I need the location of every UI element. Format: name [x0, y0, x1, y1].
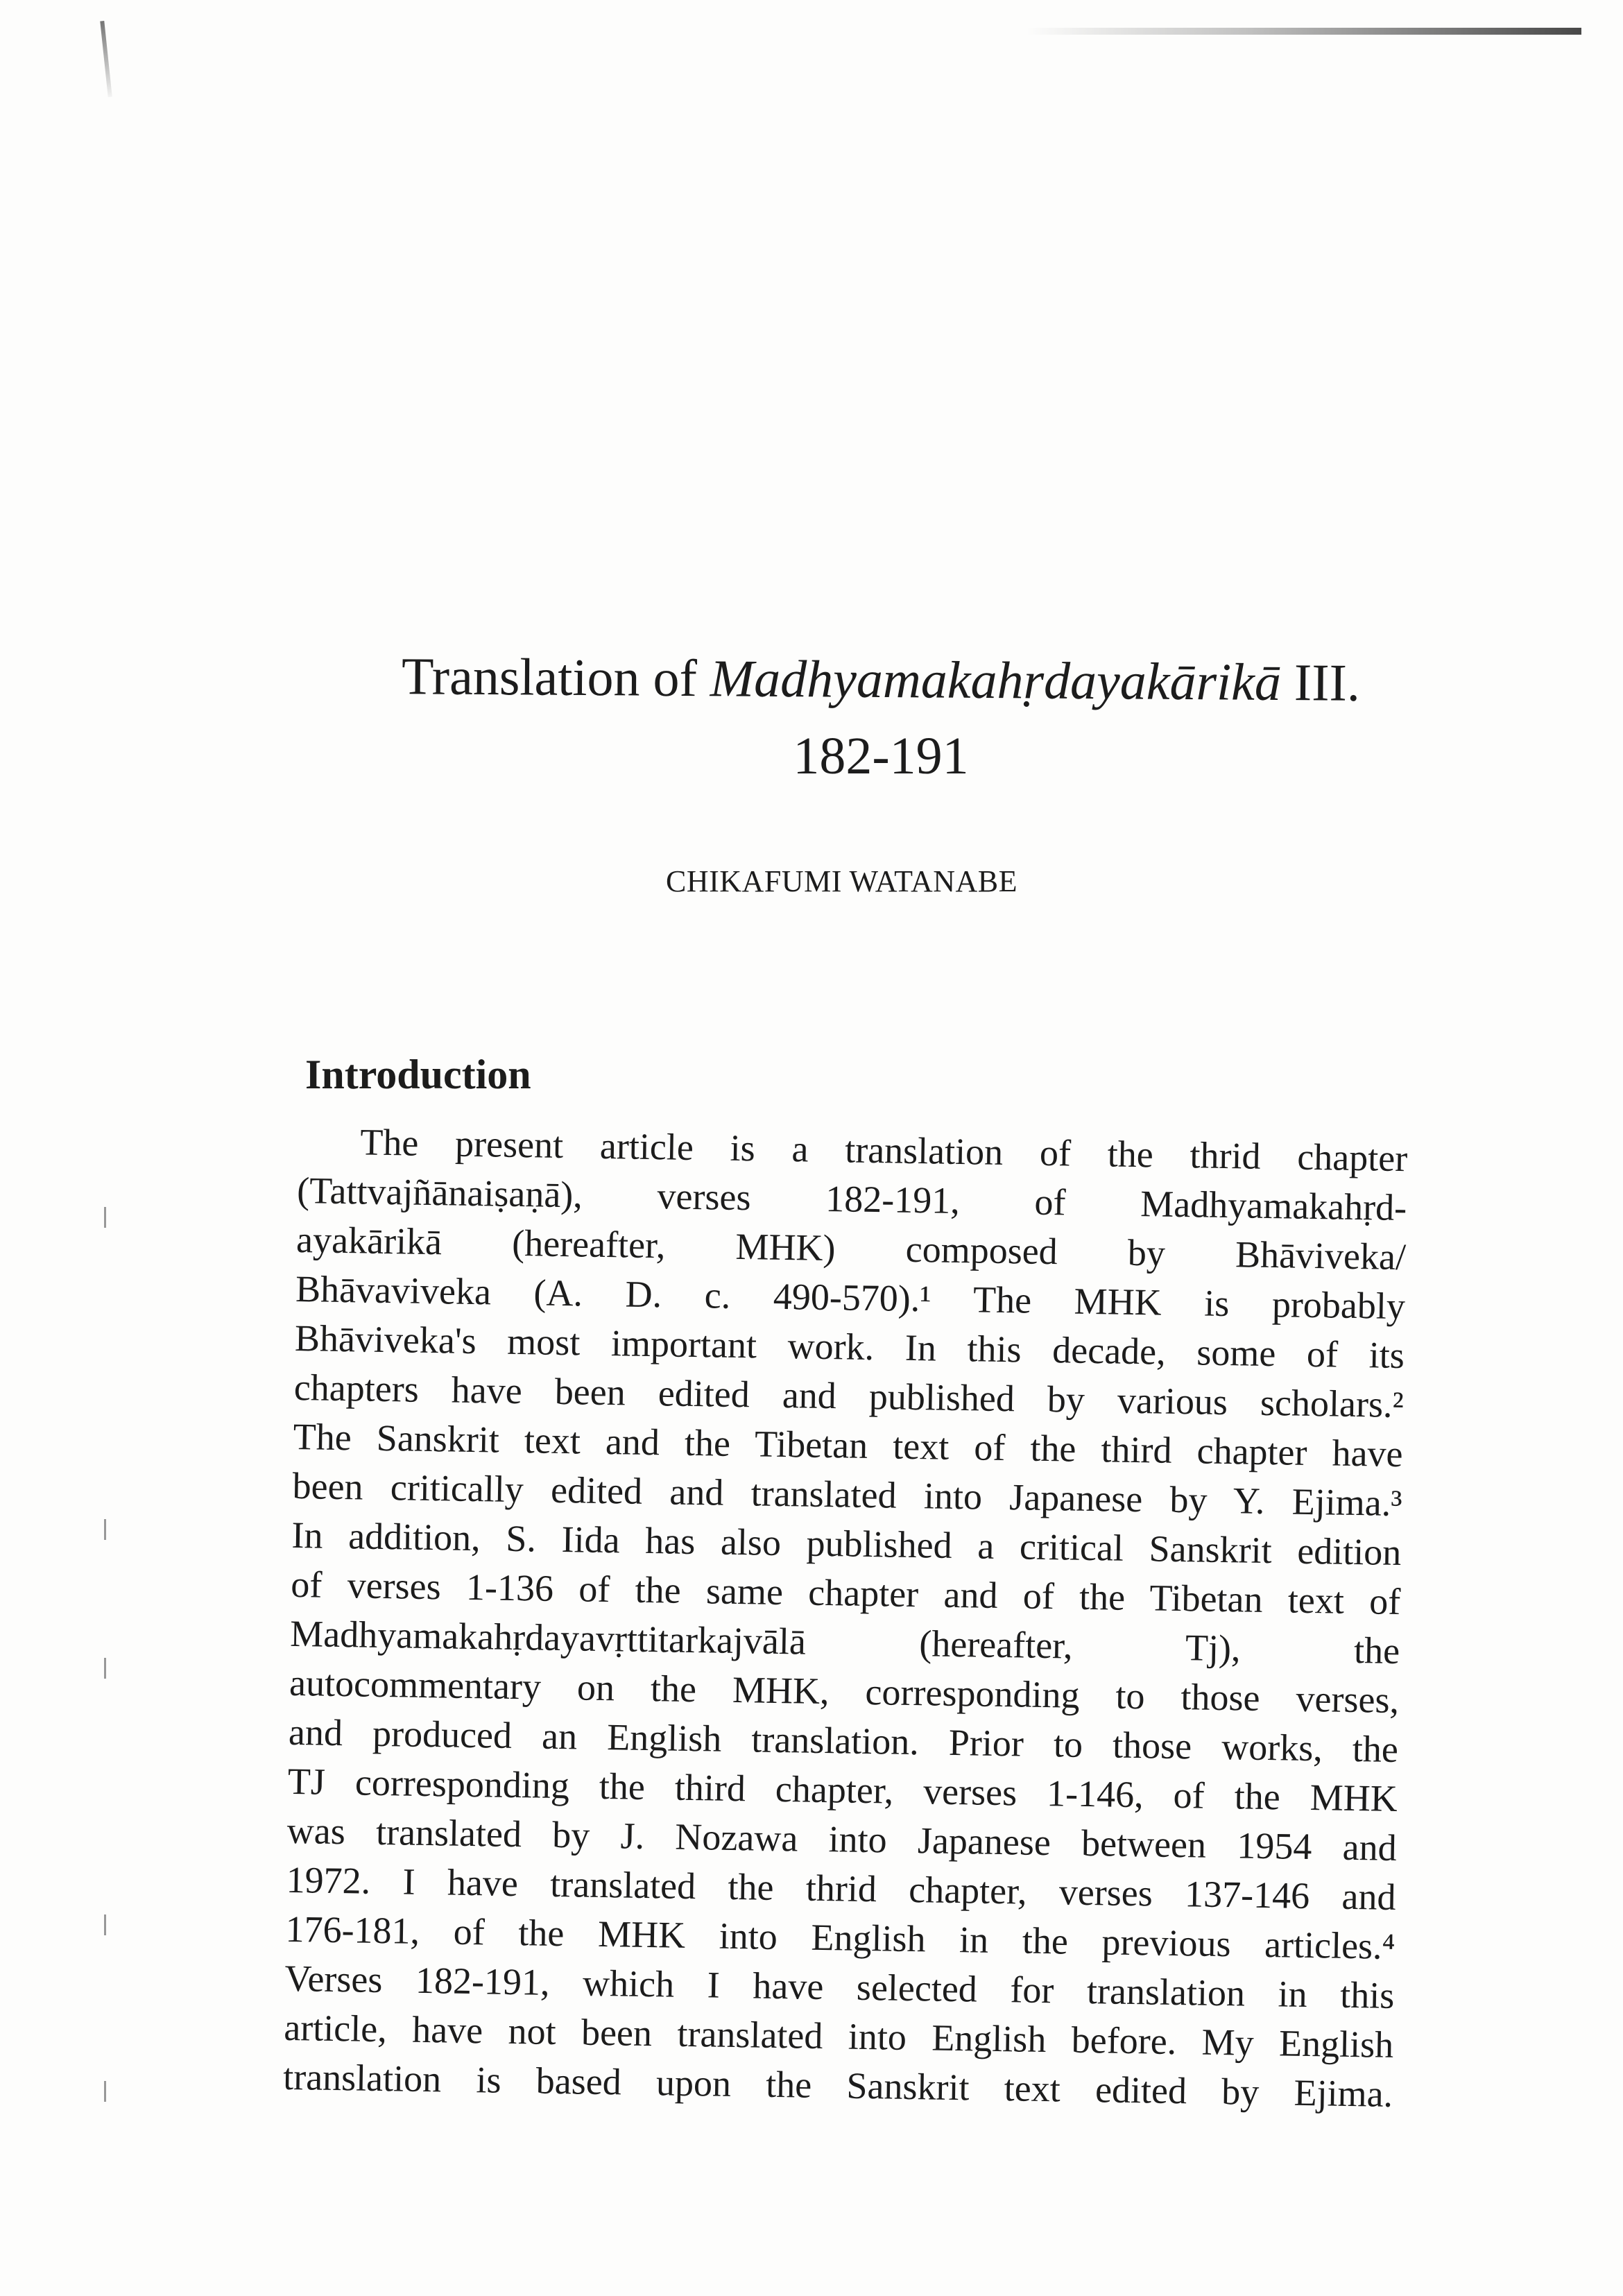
title-line-1	[305, 641, 1457, 719]
body-line: Madhyamakahṛdayavṛttitarkajvālā (hereafter, Tj), the	[289, 1612, 1400, 1672]
body-line: ayakārikā (hereafter, MHK) composed by Bhāviveka/	[295, 1218, 1407, 1278]
scan-artifact-top-line	[1027, 28, 1581, 35]
body-line: of verses 1-136 of the same chapter and of the Tibetan text of	[290, 1563, 1401, 1623]
title-prefix: Translation of	[401, 647, 711, 708]
body-line: autocommentary on the MHK, corresponding to those verses,	[289, 1661, 1400, 1722]
scan-artifact-margin-speck	[104, 1658, 106, 1679]
title-line-2: 182-191	[793, 727, 969, 785]
scan-artifact-margin-speck	[104, 1914, 106, 1935]
title-work-name: Madhyamakahṛdayakārikā	[710, 649, 1282, 712]
body-line: article, have not been translated into English before. My English	[283, 2006, 1394, 2066]
scan-artifact-margin-speck	[104, 1519, 106, 1540]
body-line: been critically edited and translated into Japanese by Y. Ejima.³	[292, 1464, 1402, 1525]
body-line: Verses 182-191, which I have selected for translation in this	[284, 1957, 1395, 2016]
scan-artifact-margin-speck	[104, 2081, 106, 2102]
article-title	[305, 645, 1457, 791]
scan-artifact-margin-speck	[104, 1207, 106, 1228]
body-line: 1972. I have translated the thrid chapter, verses 137-146 and	[286, 1858, 1396, 1918]
author-name: CHIKAFUMI WATANABE	[666, 864, 1018, 898]
body-line: 176-181, of the MHK into English in the previous articles.⁴	[285, 1908, 1396, 1967]
body-line: The Sanskrit text and the Tibetan text of the third chapter have	[293, 1415, 1404, 1475]
scan-artifact-corner-mark	[100, 21, 112, 97]
body-line: In addition, S. Iida has also published a critical Sanskrit edition	[291, 1514, 1402, 1574]
body-paragraph	[283, 1117, 1408, 2119]
body-line: The present article is a translation of the thrid chapter	[359, 1121, 1408, 1180]
body-line: TJ corresponding the third chapter, verses 1-146, of the MHK	[287, 1760, 1398, 1820]
title-suffix: III.	[1280, 653, 1361, 712]
body-line: Bhāvaviveka (A. D. c. 490-570).¹ The MHK is probably	[295, 1267, 1406, 1328]
body-line: and produced an English translation. Prior to those works, the	[288, 1711, 1399, 1771]
section-heading: Introduction	[305, 1052, 531, 1097]
body-line: chapters have been edited and published by various scholars.²	[293, 1366, 1405, 1426]
body-line: translation is based upon the Sanskrit text edited by Ejima.	[282, 2055, 1393, 2115]
body-line: was translated by J. Nozawa into Japanese between 1954 and	[286, 1809, 1398, 1869]
body-line: (Tattvajñānaiṣaṇā), verses 182-191, of Madhyamakahṛd-	[296, 1169, 1407, 1229]
body-line: Bhāviveka's most important work. In this decade, some of its	[294, 1317, 1405, 1377]
